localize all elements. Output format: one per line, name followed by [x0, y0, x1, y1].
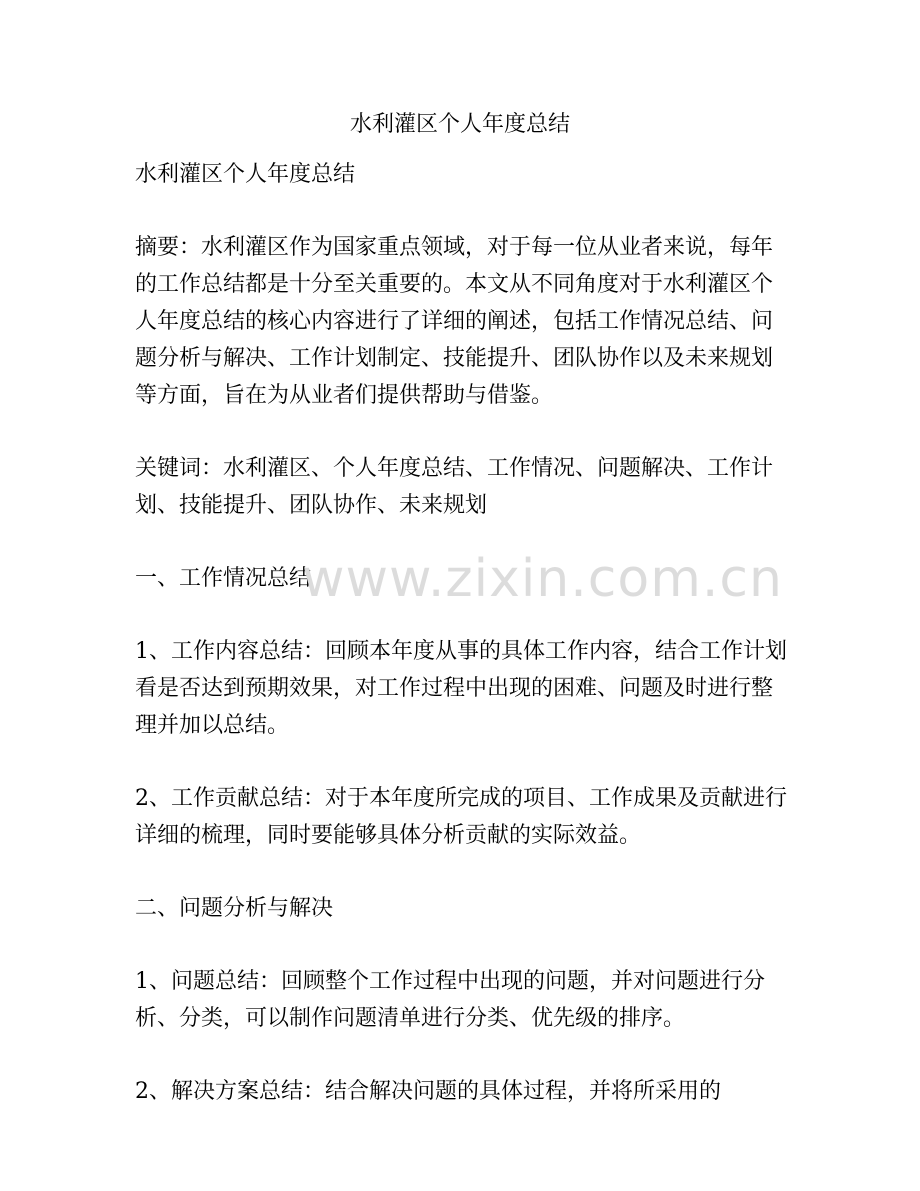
watermark: www.zixin.com.cn	[302, 549, 783, 609]
document-body	[135, 156, 790, 1146]
section-1-title: 一、工作情况总结	[135, 566, 312, 591]
section-1-item-1: 1、工作内容总结：回顾本年度从事的具体工作内容，结合工作计划看是否达到预期效果，对工作过程中出现的困难、问题及时进行整理并加以总结。	[135, 639, 787, 738]
keywords-paragraph: 关键词：水利灌区、个人年度总结、工作情况、问题解决、工作计划、技能提升、团队协作、未来规划	[135, 456, 774, 518]
page-title: 水利灌区个人年度总结	[349, 112, 570, 137]
section-2-item-2: 2、解决方案总结：结合解决问题的具体过程，并将所采用的	[135, 1079, 721, 1104]
abstract-paragraph: 摘要：水利灌区作为国家重点领域，对于每一位从业者来说，每年的工作总结都是十分至关重要的。本文从不同角度对于水利灌区个人年度总结的核心内容进行了详细的阐述，包括工作情况总结、问题分析与解决、工作计划制定、技能提升、团队协作以及未来规划等方面，旨在为从业者们提供帮助与借鉴。	[135, 235, 774, 408]
document-heading: 水利灌区个人年度总结	[135, 162, 356, 187]
section-2-title: 二、问题分析与解决	[135, 896, 334, 921]
section-1-item-2: 2、工作贡献总结：对于本年度所完成的项目、工作成果及贡献进行详细的梳理，同时要能够具体分析贡献的实际效益。	[135, 786, 787, 848]
section-2-item-1: 1、问题总结：回顾整个工作过程中出现的问题，并对问题进行分析、分类，可以制作问题清单进行分类、优先级的排序。	[135, 969, 765, 1031]
